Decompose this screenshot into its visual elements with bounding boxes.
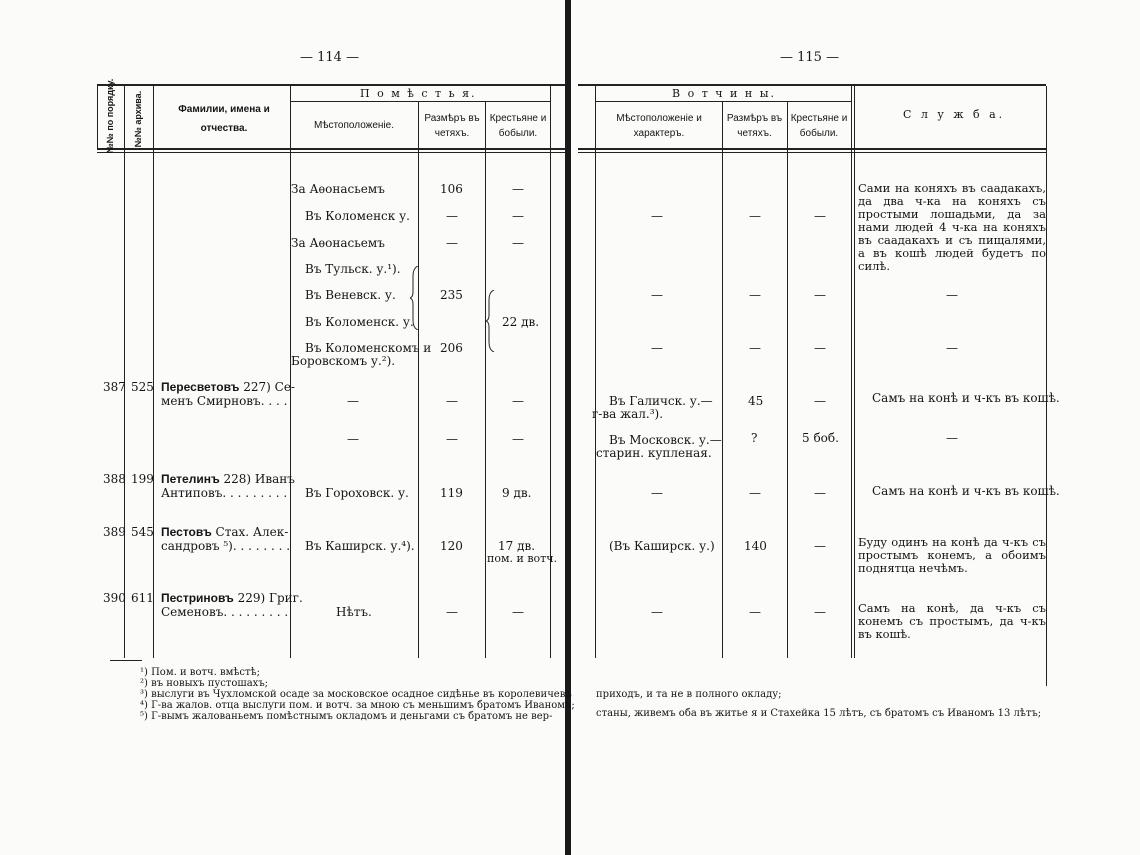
peasants-cell: 5 боб. bbox=[802, 431, 839, 445]
location-cell: — bbox=[651, 486, 663, 500]
peasants-cell: 9 дв. bbox=[502, 486, 532, 500]
person-surname: Пестовъ bbox=[161, 525, 212, 539]
footnote: ²) въ новыхъ пустошахъ; bbox=[140, 678, 269, 689]
table-top-border bbox=[97, 84, 565, 86]
votchiny-sub-border bbox=[595, 101, 851, 102]
person-name-rest: 227) Се- bbox=[239, 380, 295, 394]
peasants-cell: — bbox=[512, 432, 524, 446]
archive-number: 525 bbox=[131, 380, 154, 394]
location-cell-line2: старин. купленая. bbox=[596, 446, 712, 460]
location-cell: Въ Московск. у.— bbox=[609, 433, 722, 447]
header-size: Размѣръ въ четяхъ. bbox=[424, 113, 480, 139]
peasants-cell: 17 дв. bbox=[498, 539, 536, 553]
col-line bbox=[97, 86, 98, 150]
peasants-cell: — bbox=[512, 605, 524, 619]
header-size: Размѣръ въ четяхъ. bbox=[726, 113, 783, 139]
person-surname: Пестриновъ bbox=[161, 591, 234, 605]
peasants-cell: — bbox=[814, 486, 826, 500]
peasants-cell: — bbox=[814, 394, 826, 408]
header-peasants: Крестьяне и бобыли. bbox=[790, 113, 848, 139]
location-cell: Въ Коломенск. у. bbox=[305, 315, 414, 329]
person-name-rest: Стах. Алек- bbox=[211, 525, 289, 539]
size-cell: — bbox=[446, 236, 458, 250]
peasants-cell: — bbox=[512, 209, 524, 223]
size-cell: 206 bbox=[440, 341, 463, 355]
service-cell: — bbox=[946, 431, 958, 445]
service-cell: Самъ на конѣ и ч-къ въ кошѣ. bbox=[872, 391, 1060, 405]
table-top-border bbox=[578, 84, 1046, 86]
page-number-left: — 114 — bbox=[300, 50, 360, 65]
location-cell-line2: г-ва жал.³). bbox=[592, 407, 664, 421]
location-cell: (Въ Каширск. у.) bbox=[609, 539, 715, 553]
location-cell: Въ Коломенск у. bbox=[305, 209, 410, 223]
person-name-rest: 228) Иванъ bbox=[219, 472, 295, 486]
peasants-cell-line2: пом. и вотч. bbox=[487, 552, 558, 565]
peasants-cell: — bbox=[512, 236, 524, 250]
size-cell: — bbox=[446, 394, 458, 408]
header-location: Мѣстоположеніе. bbox=[314, 120, 394, 131]
size-cell: 235 bbox=[440, 288, 463, 302]
location-cell: За Аѳонасьемъ bbox=[291, 236, 385, 250]
col-line bbox=[722, 101, 723, 658]
header-peasants: Крестьяне и бобыли. bbox=[489, 113, 547, 139]
header-names: Фамилии, имена и отчества. bbox=[178, 104, 270, 134]
page-number-right: — 115 — bbox=[780, 50, 840, 65]
location-cell: Въ Каширск. у.⁴). bbox=[305, 539, 415, 553]
header-service: С л у ж б а. bbox=[903, 108, 1006, 121]
pomestya-sub-border bbox=[290, 101, 550, 102]
service-cell: Самъ на конѣ и ч-къ въ кошѣ. bbox=[872, 484, 1060, 498]
header-votchiny: В о т ч и н ы. bbox=[672, 87, 776, 100]
footnote: приходъ, и та не в полного окладу; bbox=[596, 689, 782, 700]
person-name bbox=[161, 591, 303, 605]
location-cell: — bbox=[651, 605, 663, 619]
col-line bbox=[418, 101, 419, 658]
col-line bbox=[595, 86, 596, 658]
size-cell: — bbox=[749, 486, 761, 500]
col-line bbox=[550, 86, 551, 658]
location-cell: За Аѳонасьемъ bbox=[291, 182, 385, 196]
person-name-line2: Антиповъ. . . . . . . . . bbox=[161, 486, 288, 500]
location-cell: Въ Галичск. у.— bbox=[609, 394, 713, 408]
person-surname: Пересветовъ bbox=[161, 380, 240, 394]
archive-number: 611 bbox=[131, 591, 154, 605]
archive-number: 199 bbox=[131, 472, 154, 486]
location-cell: Въ Коломенскомъ и bbox=[305, 341, 432, 355]
location-cell: — bbox=[651, 209, 663, 223]
location-cell: Въ Гороховск. у. bbox=[305, 486, 409, 500]
size-cell: 45 bbox=[748, 394, 764, 408]
col-line bbox=[485, 101, 486, 658]
footnote: станы, живемъ оба въ житье я и Стахейка 15 лѣтъ, съ братомъ съ Иваномъ 13 лѣтъ; bbox=[596, 708, 1042, 719]
header-no-archive: №№ архива. bbox=[133, 90, 143, 148]
col-line bbox=[290, 86, 291, 658]
footnote: ⁵) Г-вымъ жалованьемъ помѣстнымъ окладомъ и деньгами съ братомъ не вер- bbox=[140, 711, 553, 722]
header-pomestya: П о м ѣ с т ь я. bbox=[360, 87, 477, 100]
size-cell: 140 bbox=[744, 539, 767, 553]
service-cell: Буду одинъ на конѣ да ч-къ съ простымъ конемъ, а обоимъ поднятца нечѣмъ. bbox=[858, 535, 1046, 575]
size-cell: — bbox=[446, 605, 458, 619]
person-name bbox=[161, 525, 288, 539]
header-bottom-border-2 bbox=[578, 152, 1046, 153]
size-cell: — bbox=[446, 209, 458, 223]
location-cell: Боровскомъ у.²). bbox=[291, 354, 396, 368]
brace-left-icon bbox=[410, 266, 420, 330]
location-cell: — bbox=[347, 394, 359, 408]
col-line bbox=[1046, 86, 1047, 686]
location-cell: Въ Тульск. у.¹). bbox=[305, 262, 401, 276]
location-cell: — bbox=[651, 341, 663, 355]
service-cell: — bbox=[946, 341, 958, 355]
location-cell: — bbox=[651, 288, 663, 302]
footnote: ¹) Пом. и вотч. вмѣстѣ; bbox=[140, 667, 260, 678]
header-bottom-border-2 bbox=[97, 152, 565, 153]
person-name-rest: 229) Григ. bbox=[233, 591, 303, 605]
peasants-cell: — bbox=[814, 539, 826, 553]
archive-number: 545 bbox=[131, 525, 154, 539]
brace-right-icon bbox=[486, 290, 496, 352]
person-name-line2: Семеновъ. . . . . . . . . bbox=[161, 605, 289, 619]
service-cell: Сами на коняхъ въ саадакахъ, да два ч-ка на коняхъ съ простыми лошадьми, да за нами людей 4 ч-ка на коняхъ въ саадакахъ и съ пищалями, а въ кошѣ людей будетъ по силѣ. bbox=[858, 181, 1046, 273]
service-cell: — bbox=[946, 288, 958, 302]
size-cell: — bbox=[749, 288, 761, 302]
peasants-cell: — bbox=[512, 182, 524, 196]
footnote: ³) выслуги въ Чухломской осаде за московское осадное сидѣнье въ королевичевъ bbox=[140, 689, 572, 700]
size-cell: — bbox=[749, 605, 761, 619]
size-cell: 119 bbox=[440, 486, 463, 500]
book-gutter bbox=[565, 0, 571, 855]
size-cell: ? bbox=[751, 431, 758, 445]
col-line bbox=[854, 86, 855, 658]
person-name-line2: сандровъ ⁵). . . . . . . . bbox=[161, 539, 291, 553]
col-line bbox=[153, 86, 154, 658]
row-number: 387 bbox=[103, 380, 126, 394]
peasants-cell: — bbox=[814, 209, 826, 223]
person-surname: Петелинъ bbox=[161, 472, 220, 486]
header-bottom-border bbox=[578, 148, 1046, 150]
header-location: Мѣстоположеніе и характеръ. bbox=[616, 113, 702, 139]
row-number: 388 bbox=[103, 472, 126, 486]
size-cell: 106 bbox=[440, 182, 463, 196]
header-bottom-border bbox=[97, 148, 565, 150]
size-cell: 120 bbox=[440, 539, 463, 553]
peasants-cell: — bbox=[814, 605, 826, 619]
peasants-cell: — bbox=[814, 288, 826, 302]
location-cell: Нѣтъ. bbox=[336, 605, 372, 619]
person-name bbox=[161, 380, 295, 394]
col-line bbox=[124, 86, 125, 658]
size-cell: — bbox=[749, 209, 761, 223]
footnote: ⁴) Г-ва жалов. отца выслуги пом. и вотч. за мною съ меньшимъ братомъ Иваномъ; bbox=[140, 700, 575, 711]
row-number: 389 bbox=[103, 525, 126, 539]
location-cell: — bbox=[347, 432, 359, 446]
person-name bbox=[161, 472, 295, 486]
person-name-line2: менъ Смирновъ. . . . bbox=[161, 394, 288, 408]
header-no-order: №№ по порядку. bbox=[105, 78, 115, 154]
size-cell: — bbox=[749, 341, 761, 355]
size-cell: — bbox=[446, 432, 458, 446]
col-line bbox=[851, 86, 852, 658]
peasants-cell: 22 дв. bbox=[502, 315, 540, 329]
footnote-rule bbox=[110, 660, 142, 661]
row-number: 390 bbox=[103, 591, 126, 605]
location-cell: Въ Веневск. у. bbox=[305, 288, 396, 302]
peasants-cell: — bbox=[512, 394, 524, 408]
service-cell: Самъ на конѣ, да ч-къ съ конемъ съ простымъ, да ч-къ въ кошѣ. bbox=[858, 601, 1046, 641]
peasants-cell: — bbox=[814, 341, 826, 355]
col-line bbox=[787, 101, 788, 658]
